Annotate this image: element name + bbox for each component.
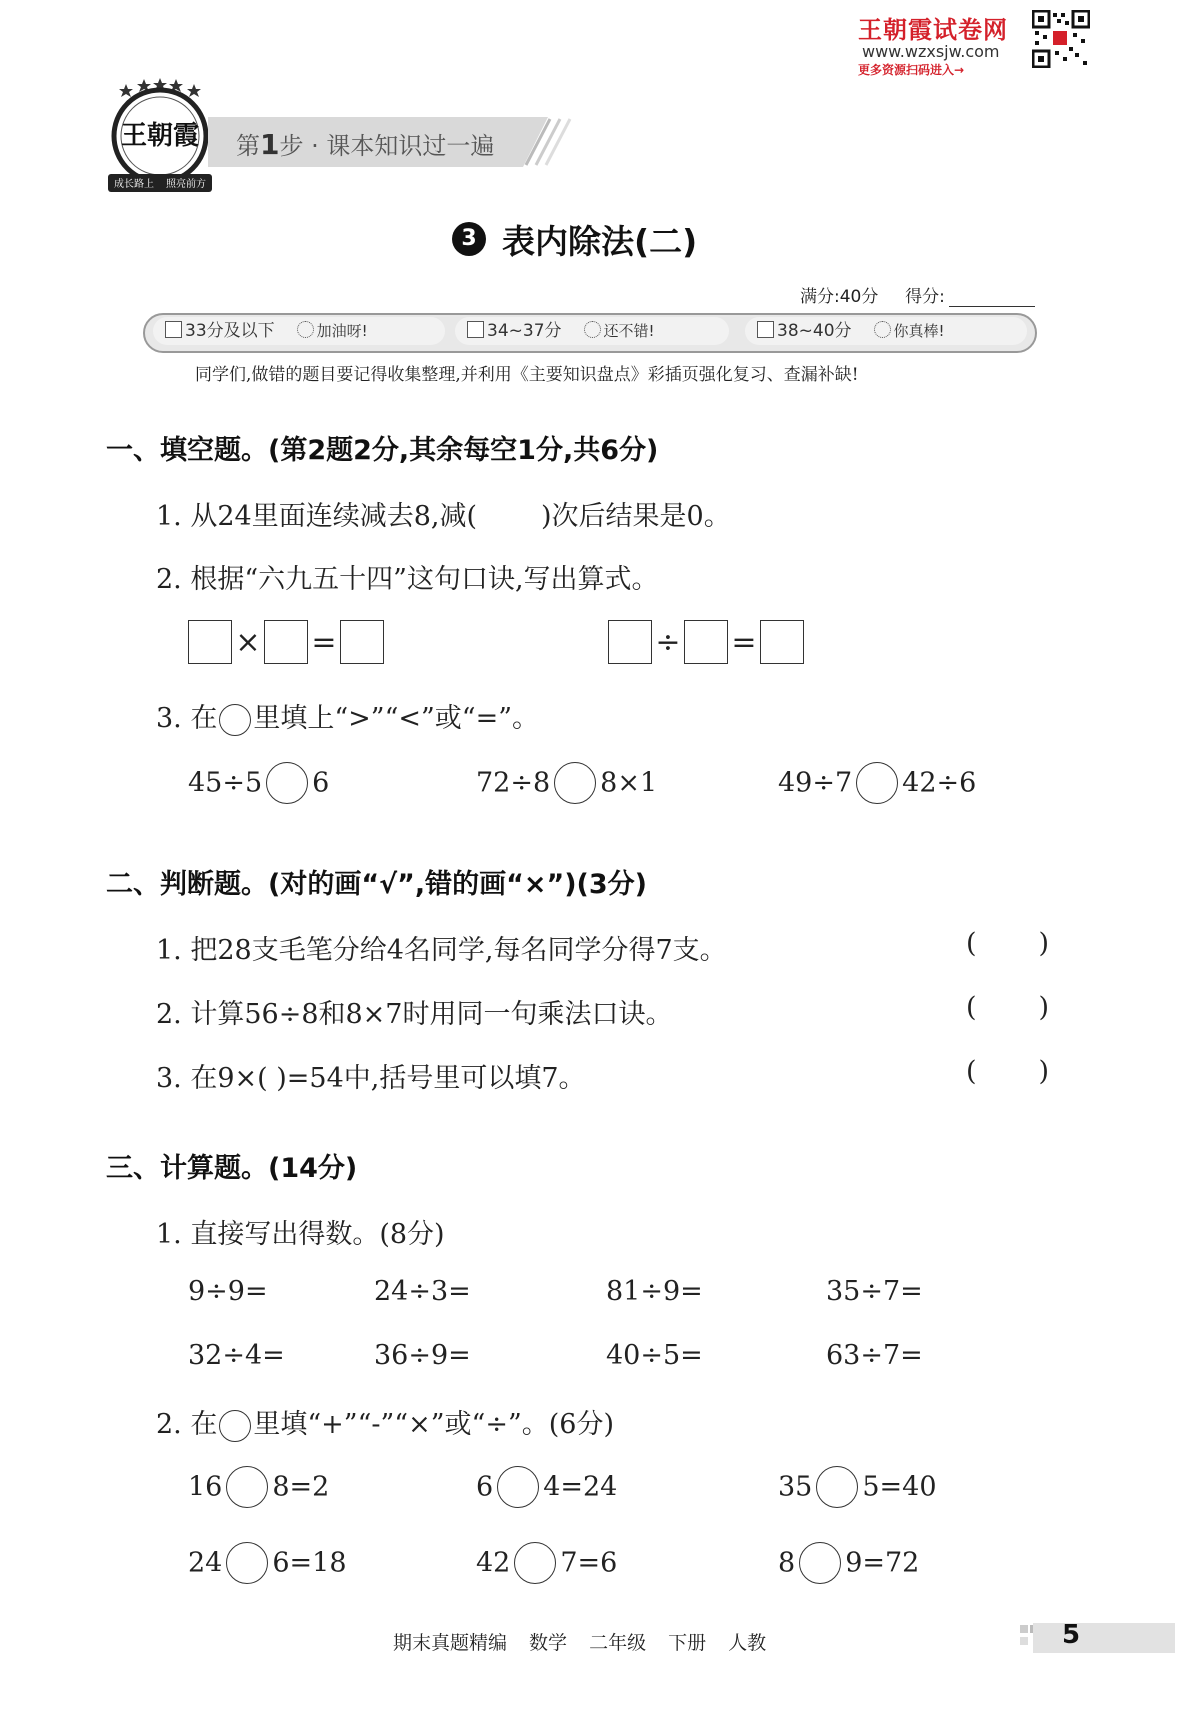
operator-item: 8 9=72 [778,1542,919,1584]
judge-item-2: 2. 计算56÷8和8×7时用同一句乘法口诀。 [156,999,673,1030]
rating-level-2[interactable]: 34~37分 还不错! [455,317,729,345]
answer-box[interactable] [608,620,652,664]
compare-circle[interactable] [856,762,898,804]
division-equation: ÷ = [608,620,804,664]
section-1-heading: 一、填空题。(第2题2分,其余每空1分,共6分) [106,435,659,466]
score-blank[interactable] [949,290,1035,307]
s3-question-1: 1. 直接写出得数。(8分) [156,1219,445,1250]
answer-box[interactable] [264,620,308,664]
study-tip: 同学们,做错的题目要记得收集整理,并利用《主要知识盘点》彩插页强化复习、查漏补缺! [195,365,859,385]
checkbox-icon[interactable] [467,321,484,338]
operator-item: 16 8=2 [188,1466,329,1508]
full-score: 满分:40分 [800,287,879,307]
calc-item[interactable]: 63÷7= [826,1340,923,1371]
smiley-icon [297,321,314,338]
judge-answer-3[interactable]: ( ) [966,1056,1050,1087]
svg-text:照亮前方: 照亮前方 [166,179,206,190]
brand-scan-hint: 更多资源扫码进入→ [858,63,965,77]
operator-circle[interactable] [799,1542,841,1584]
circle-icon [219,704,251,736]
answer-box[interactable] [188,620,232,664]
compare-item: 49÷7 42÷6 [778,762,976,804]
s3-question-2: 2. 在 里填“+”“-”“×”或“÷”。(6分) [156,1409,615,1440]
operator-circle[interactable] [226,1542,268,1584]
multiplication-equation: × = [188,620,384,664]
calc-item[interactable]: 81÷9= [606,1276,703,1307]
brand-title: 王朝霞试卷网 [858,16,1008,44]
s1-question-3: 3. 在 里填上“>”“<”或“=”。 [156,703,540,734]
rating-level-3[interactable]: 38~40分 你真棒! [745,317,1027,345]
judge-item-1: 1. 把28支毛笔分给4名同学,每名同学分得7支。 [156,935,727,966]
circle-icon [219,1410,251,1442]
judge-answer-1[interactable]: ( ) [966,928,1050,959]
compare-item: 45÷5 6 [188,762,329,804]
rating-bar [143,313,1037,353]
s1-question-2: 2. 根据“六九五十四”这句口诀,写出算式。 [156,564,659,595]
section-3-heading: 三、计算题。(14分) [106,1153,358,1184]
calc-item[interactable]: 9÷9= [188,1276,268,1307]
operator-circle[interactable] [514,1542,556,1584]
calc-item[interactable]: 36÷9= [374,1340,471,1371]
operator-circle[interactable] [816,1466,858,1508]
operator-item: 42 7=6 [476,1542,617,1584]
answer-box[interactable] [340,620,384,664]
calc-item[interactable]: 32÷4= [188,1340,285,1371]
answer-box[interactable] [684,620,728,664]
score-label: 得分: [905,287,945,307]
compare-circle[interactable] [554,762,596,804]
judge-answer-2[interactable]: ( ) [966,992,1050,1023]
calc-item[interactable]: 24÷3= [374,1276,471,1307]
compare-item: 72÷8 8×1 [476,762,657,804]
checkbox-icon[interactable] [757,321,774,338]
answer-box[interactable] [760,620,804,664]
calc-item[interactable]: 40÷5= [606,1340,703,1371]
svg-text:王朝霞: 王朝霞 [120,121,200,151]
page-number-bar [1033,1623,1175,1653]
compare-circle[interactable] [266,762,308,804]
operator-circle[interactable] [226,1466,268,1508]
unit-number-badge: 3 [452,222,486,256]
s1-question-1: 1. 从24里面连续减去8,减( )次后结果是0。 [156,501,731,532]
smiley-icon [874,321,891,338]
operator-item: 35 5=40 [778,1466,937,1508]
operator-circle[interactable] [497,1466,539,1508]
footer-book-info: 期末真题精编 数学 二年级 下册 人教 [393,1632,767,1654]
operator-item: 24 6=18 [188,1542,347,1584]
svg-text:成长路上: 成长路上 [114,179,154,190]
qr-code-icon[interactable] [1032,10,1090,72]
page-title: 表内除法(二) [502,222,698,261]
judge-item-3: 3. 在9×( )=54中,括号里可以填7。 [156,1063,586,1094]
step-banner-text: 第1步 · 课本知识过一遍 [236,128,495,161]
rating-level-1[interactable]: 33分及以下 加油呀! [153,317,445,345]
smiley-icon [584,321,601,338]
brand-url[interactable]: www.wzxsjw.com [862,42,1000,61]
score-line [800,282,1035,307]
operator-item: 6 4=24 [476,1466,617,1508]
page-number: 5 [1062,1620,1081,1650]
section-2-heading: 二、判断题。(对的画“√”,错的画“×”)(3分) [106,869,648,900]
checkbox-icon[interactable] [165,321,182,338]
wangzhaoxia-logo [104,78,216,198]
calc-item[interactable]: 35÷7= [826,1276,923,1307]
